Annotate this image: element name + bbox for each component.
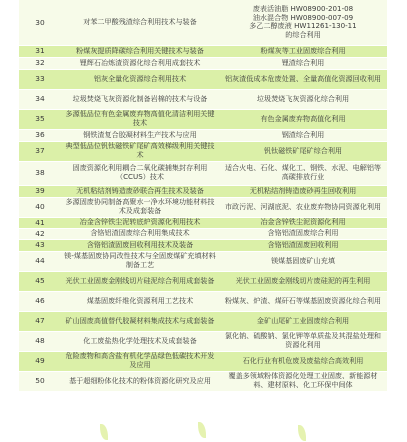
table-row (19, 0, 387, 45)
application-scope: 含铬铝渣固废综合利用 (219, 228, 387, 239)
technology-name: 危险废物和高含盐有机化学品绿色低碳技术开发及应用 (61, 351, 219, 371)
technology-name: 基于超细粉体化技术的粉体资源化研究及应用 (61, 371, 219, 391)
bottom-decoration (0, 420, 407, 442)
table-row (19, 109, 387, 129)
row-number: 49 (19, 351, 61, 371)
application-scope: 粉煤灰、炉渣、煤矸石等煤基固废资源化综合利用 (219, 291, 387, 311)
row-number: 33 (19, 69, 61, 89)
sprout-decoration-icon (198, 422, 206, 438)
sprout-decoration-icon (100, 424, 108, 440)
application-scope: 钢渣综合利用 (219, 129, 387, 141)
application-scope: 钒钛磁铁矿尾矿综合利用 (219, 141, 387, 161)
row-number: 50 (19, 371, 61, 391)
row-number: 38 (19, 161, 61, 185)
technology-name: 化工废盐热化学处理技术及成套装备 (61, 331, 219, 351)
application-scope: 粉煤灰等工业固废综合利用 (219, 45, 387, 57)
row-number: 35 (19, 109, 61, 129)
application-scope: 废表活油脂 HW08900-201-08 油水混合物 HW08900-007-09 多乙二醇废液 HW11261-130-11 的综合利用 (219, 0, 387, 45)
technology-name: 垃圾焚烧飞灰资源化制备岩棉的技术与设备 (61, 89, 219, 109)
table-row (19, 228, 387, 239)
table-row (19, 57, 387, 69)
table-row (19, 141, 387, 161)
technology-name: 多源低品位有色金属废弃物高值化清洁利用关键技术 (61, 109, 219, 129)
table-row (19, 351, 387, 371)
technology-name: 固废资源化利用耦合二氧化碳捕集封存利用（CCUS）技术 (61, 161, 219, 185)
technology-name: 冶金含锌铁尘泥转底炉资源化利用技术 (61, 217, 219, 228)
table-row (19, 251, 387, 271)
application-scope: 无机粘结剂铸造废砂再生回收利用 (219, 185, 387, 197)
table-row (19, 371, 387, 391)
table-row (19, 239, 387, 251)
table-row (19, 129, 387, 141)
table-row (19, 197, 387, 217)
application-scope: 镁煤基固废矿山充填 (219, 251, 387, 271)
technology-name: 镁-煤基固废协同改性技术与全固废煤矿充填材料制备工艺 (61, 251, 219, 271)
application-scope: 冶金含锌铁尘泥资源化利用 (219, 217, 387, 228)
row-number: 41 (19, 217, 61, 228)
application-scope: 垃圾焚烧飞灰资源化综合利用 (219, 89, 387, 109)
sprout-decoration-icon (298, 425, 306, 441)
row-number: 48 (19, 331, 61, 351)
application-scope: 铝灰渣低成本危废处置、全量高值化资源回收利用 (219, 69, 387, 89)
application-scope: 适合火电、石化、煤化工、钢铁、水泥、电解铝等高碳排放行业 (219, 161, 387, 185)
technology-name: 含铬铝渣固废综合利用集成技术 (61, 228, 219, 239)
application-scope: 金矿山尾矿工业固废综合利用 (219, 311, 387, 331)
technology-name: 对苯二甲酸残渣综合利用技术与装备 (61, 0, 219, 45)
row-number: 40 (19, 197, 61, 217)
application-scope: 光伏工业固废金刚线切片废硅泥的再生利用 (219, 271, 387, 291)
technology-name: 无机粘结剂铸造废砂联合再生技术及装备 (61, 185, 219, 197)
application-scope: 覆盖多领域粉体资源化处理工业固废、新能源材料、建材原料、化工环保中间体 (219, 371, 387, 391)
row-number: 36 (19, 129, 61, 141)
application-scope: 含铬铝渣固废回收利用 (219, 239, 387, 251)
table-row (19, 271, 387, 291)
technology-name: 光伏工业固废金刚线切片硅泥综合利用成套装备 (61, 271, 219, 291)
row-number: 44 (19, 251, 61, 271)
application-scope: 锂渣综合利用 (219, 57, 387, 69)
table-row (19, 69, 387, 89)
solid-waste-tech-table (19, 0, 387, 392)
table-row (19, 185, 387, 197)
technology-name: 矿山固废高值替代胶凝材料集成技术与成套装备 (61, 311, 219, 331)
technology-name: 典型低品位钒钛磁铁矿尾矿高效梯级利用关键技术 (61, 141, 219, 161)
technology-name: 煤基固废纤维化资源利用工艺技术 (61, 291, 219, 311)
row-number: 37 (19, 141, 61, 161)
table-row (19, 161, 387, 185)
application-scope: 氯化钠、硫酸钠、氯化钾等单质盐及其混盐处理和资源化利用 (219, 331, 387, 351)
application-scope: 有色金属废弃物高值化利用 (219, 109, 387, 129)
application-scope: 石化行业有机危废及废盐综合高效利用 (219, 351, 387, 371)
table-row (19, 45, 387, 57)
table-row (19, 291, 387, 311)
technology-name: 多源固废协同制备高聚水一净水环境功能材料技术及成套装备 (61, 197, 219, 217)
table-body (19, 0, 387, 391)
row-number: 42 (19, 228, 61, 239)
application-scope: 市政污泥、河湖底泥、农业废弃物协同资源化利用 (219, 197, 387, 217)
technology-name: 铝灰全量化资源综合利用技术 (61, 69, 219, 89)
table-row (19, 89, 387, 109)
row-number: 30 (19, 0, 61, 45)
row-number: 32 (19, 57, 61, 69)
technology-name: 含铬铝渣固废回收利用技术及装备 (61, 239, 219, 251)
row-number: 47 (19, 311, 61, 331)
row-number: 31 (19, 45, 61, 57)
table-row (19, 217, 387, 228)
row-number: 34 (19, 89, 61, 109)
row-number: 43 (19, 239, 61, 251)
row-number: 45 (19, 271, 61, 291)
table-row (19, 331, 387, 351)
technology-name: 钢铁渣复合胶凝材料生产技术与应用 (61, 129, 219, 141)
technology-name: 粉煤灰提质降碳综合利用关键技术与装备 (61, 45, 219, 57)
technology-name: 锂辉石冶炼渣资源化综合利用成套技术 (61, 57, 219, 69)
table-row (19, 311, 387, 331)
row-number: 39 (19, 185, 61, 197)
row-number: 46 (19, 291, 61, 311)
